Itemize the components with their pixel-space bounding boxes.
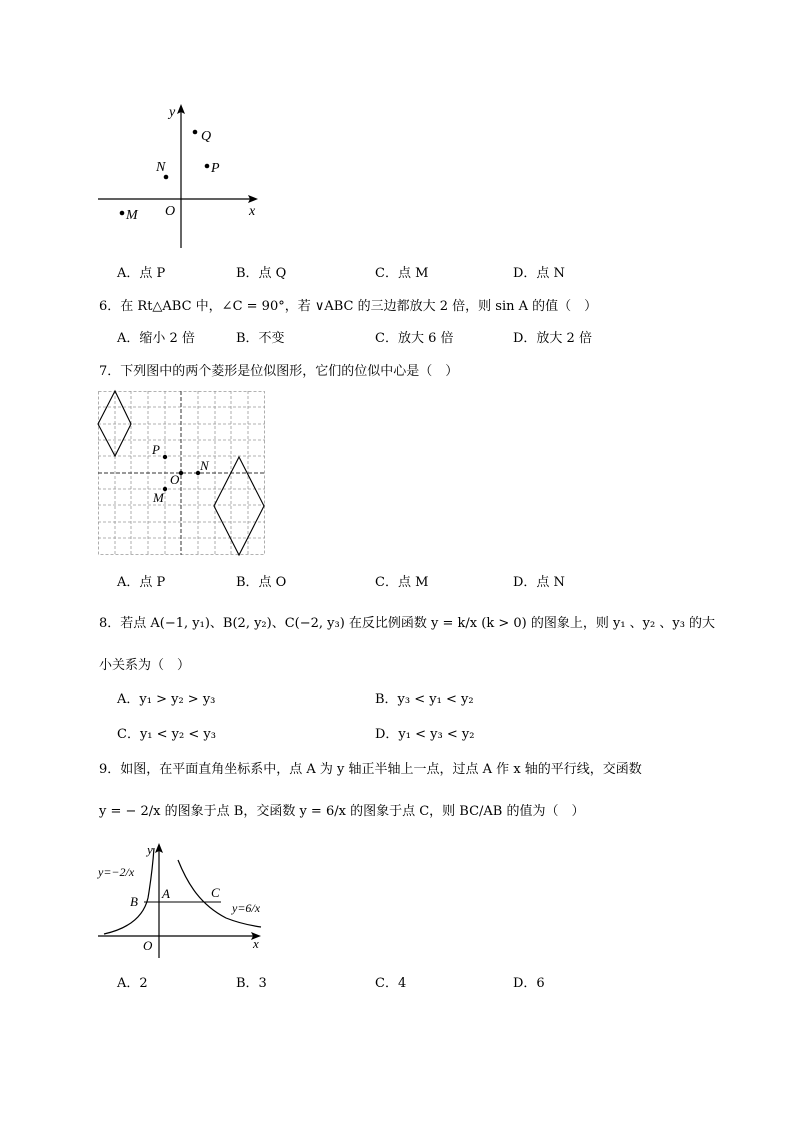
q8-option-c[interactable]: C．y₁ < y₂ < y₃ — [117, 727, 216, 742]
q9-label-b: B — [130, 894, 138, 909]
q5-option-b[interactable]: B．点 Q — [236, 266, 287, 281]
q9-label-c: C — [211, 885, 220, 900]
q9-option-b[interactable]: B．3 — [236, 976, 267, 991]
q7-option-b[interactable]: B．点 O — [236, 575, 287, 590]
q5-label-q: Q — [201, 129, 212, 144]
q9-stem-line2: y = − 2/x 的图象于点 B，交函数 y = 6/x 的图象于点 C，则 BC/AB 的值为（ ） — [99, 804, 585, 819]
q6-stem: 6．在 Rt△ABC 中，∠C = 90°，若 ∨ABC 的三边都放大 2 倍，则 sin A 的值（ ） — [99, 299, 598, 314]
q7-stem: 7．下列图中的两个菱形是位似图形，它们的位似中心是（ ） — [99, 364, 459, 379]
q9-label-y: y — [147, 842, 153, 857]
q9-label-a: A — [162, 886, 170, 901]
q9-label-left-fn: y=−2/x — [98, 865, 135, 879]
q6-option-d[interactable]: D．放大 2 倍 — [513, 331, 592, 346]
q8-stem-line2: 小关系为（ ） — [99, 658, 191, 673]
q6-option-c[interactable]: C．放大 6 倍 — [375, 331, 454, 346]
q5-option-d[interactable]: D．点 N — [513, 266, 565, 281]
q5-label-p: P — [211, 161, 220, 176]
q5-label-y: y — [169, 105, 176, 120]
q9-option-d[interactable]: D．6 — [513, 976, 545, 991]
q7-option-c[interactable]: C．点 M — [375, 575, 429, 590]
q9-label-o: O — [143, 938, 153, 953]
q9-label-right-fn: y=6/x — [232, 901, 261, 915]
q6-option-a[interactable]: A．缩小 2 倍 — [117, 331, 195, 346]
q5-option-c[interactable]: C．点 M — [375, 266, 429, 281]
q7-label-n: N — [200, 458, 209, 473]
q5-label-o: O — [165, 204, 176, 219]
q7-grid-figure — [98, 391, 266, 557]
q8-option-a[interactable]: A．y₁ > y₂ > y₃ — [117, 692, 216, 707]
q7-option-d[interactable]: D．点 N — [513, 575, 565, 590]
q7-label-m: M — [153, 490, 164, 505]
q9-stem-line1: 9．如图，在平面直角坐标系中，点 A 为 y 轴正半轴上一点，过点 A 作 x 轴的平行线，交函数 — [99, 762, 642, 777]
q8-stem-line1: 8．若点 A(−1, y₁)、B(2, y₂)、C(−2, y₃) 在反比例函数 y = k/x (k > 0) 的图象上，则 y₁ 、y₂ 、y₃ 的大 — [99, 616, 716, 631]
q5-label-x: x — [249, 204, 256, 219]
q9-option-a[interactable]: A．2 — [117, 976, 148, 991]
q6-option-b[interactable]: B．不变 — [236, 331, 285, 346]
q8-option-d[interactable]: D．y₁ < y₃ < y₂ — [375, 727, 475, 742]
q8-option-b[interactable]: B．y₃ < y₁ < y₂ — [375, 692, 474, 707]
q5-coordinate-figure — [95, 100, 265, 250]
q9-label-x: x — [253, 936, 259, 951]
q9-hyperbola-figure — [96, 840, 272, 960]
q9-option-c[interactable]: C．4 — [375, 976, 407, 991]
q7-label-p: P — [152, 442, 160, 457]
q7-option-a[interactable]: A．点 P — [117, 575, 166, 590]
q5-label-n: N — [156, 160, 166, 175]
q7-label-o: O — [170, 472, 180, 487]
q5-label-m: M — [126, 208, 138, 223]
q5-option-a[interactable]: A．点 P — [117, 266, 166, 281]
